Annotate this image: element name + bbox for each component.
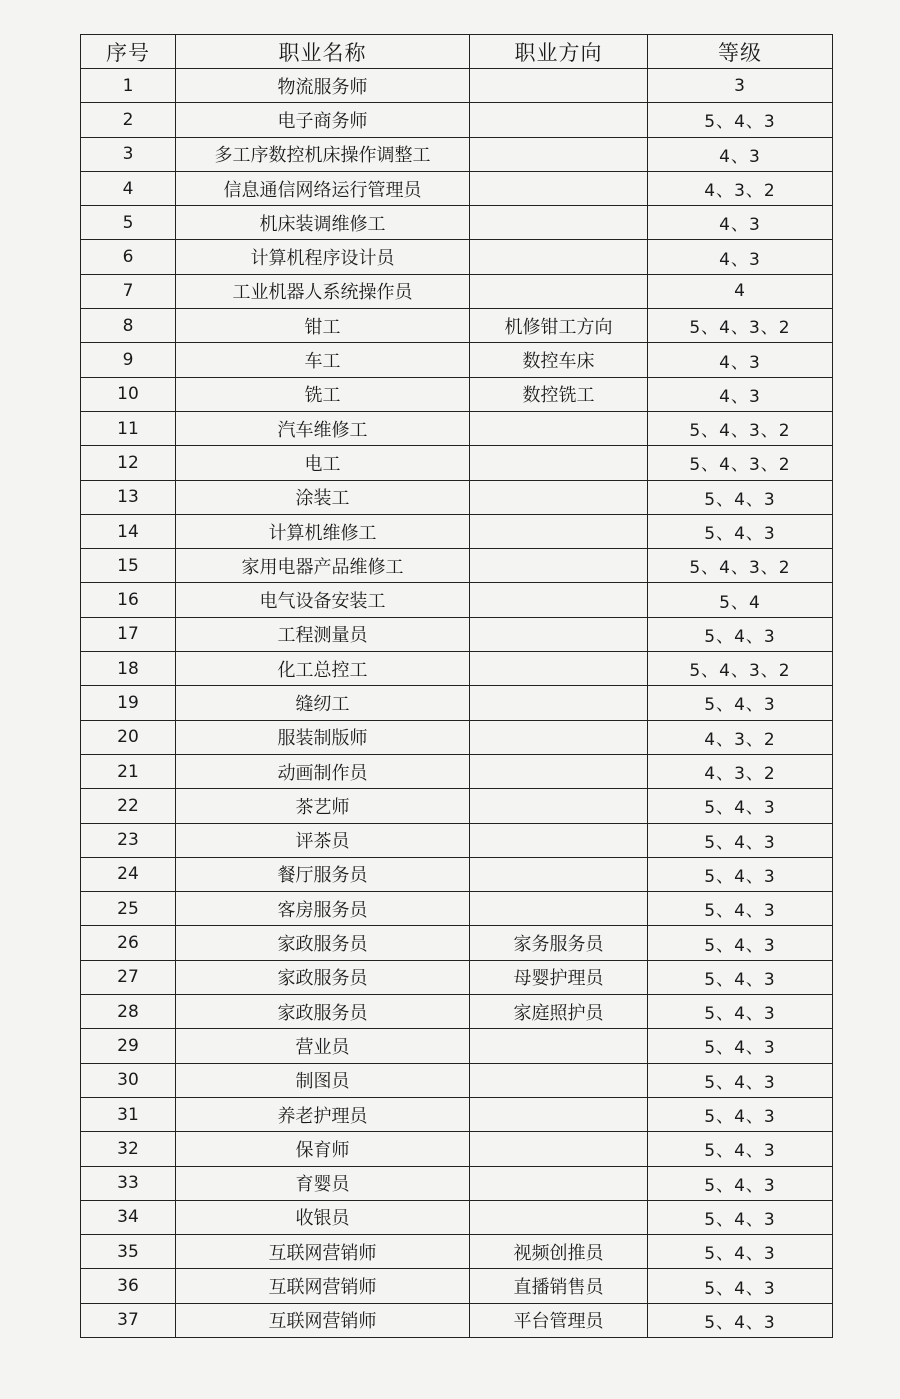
table-row: [81, 1132, 833, 1166]
row-index: 5: [81, 206, 176, 240]
occupation-level: 5、4、3: [648, 686, 833, 720]
occupation-name: 养老护理员: [176, 1097, 470, 1131]
table-row: [81, 686, 833, 720]
row-index: 29: [81, 1029, 176, 1063]
table-row: [81, 411, 833, 445]
occupation-table: [80, 34, 833, 1338]
occupation-direction: [470, 411, 648, 445]
occupation-level: 5、4: [648, 583, 833, 617]
table-row: [81, 446, 833, 480]
occupation-direction: [470, 171, 648, 205]
occupation-direction: [470, 514, 648, 548]
occupation-level: 4: [648, 274, 833, 308]
occupation-level: 5、4、3: [648, 926, 833, 960]
table-row: [81, 960, 833, 994]
table-row: [81, 1063, 833, 1097]
table-row: [81, 823, 833, 857]
occupation-level: 5、4、3: [648, 823, 833, 857]
occupation-level: 4、3: [648, 240, 833, 274]
table-row: [81, 926, 833, 960]
table-body: [81, 69, 833, 1338]
row-index: 1: [81, 69, 176, 103]
occupation-level: 4、3: [648, 137, 833, 171]
occupation-level: 5、4、3: [648, 960, 833, 994]
occupation-direction: [470, 1097, 648, 1131]
row-index: 18: [81, 652, 176, 686]
table-row: [81, 309, 833, 343]
occupation-level: 5、4、3: [648, 1132, 833, 1166]
occupation-name: 缝纫工: [176, 686, 470, 720]
occupation-name: 家政服务员: [176, 960, 470, 994]
row-index: 7: [81, 274, 176, 308]
occupation-name: 计算机程序设计员: [176, 240, 470, 274]
table-row: [81, 1303, 833, 1337]
occupation-level: 5、4、3: [648, 1200, 833, 1234]
occupation-direction: [470, 857, 648, 891]
occupation-name: 钳工: [176, 309, 470, 343]
occupation-name: 家政服务员: [176, 995, 470, 1029]
row-index: 21: [81, 754, 176, 788]
table-row: [81, 343, 833, 377]
occupation-level: 5、4、3: [648, 103, 833, 137]
table-row: [81, 549, 833, 583]
occupation-level: 4、3、2: [648, 171, 833, 205]
occupation-name: 服装制版师: [176, 720, 470, 754]
occupation-level: 5、4、3: [648, 1166, 833, 1200]
row-index: 14: [81, 514, 176, 548]
table-row: [81, 720, 833, 754]
occupation-name: 物流服务师: [176, 69, 470, 103]
row-index: 16: [81, 583, 176, 617]
occupation-direction: [470, 274, 648, 308]
table-row: [81, 377, 833, 411]
row-index: 13: [81, 480, 176, 514]
occupation-level: 5、4、3、2: [648, 309, 833, 343]
row-index: 35: [81, 1235, 176, 1269]
occupation-level: 5、4、3: [648, 1235, 833, 1269]
occupation-direction: [470, 103, 648, 137]
table-row: [81, 995, 833, 1029]
row-index: 37: [81, 1303, 176, 1337]
table-row: [81, 171, 833, 205]
occupation-direction: [470, 617, 648, 651]
occupation-direction: [470, 206, 648, 240]
table-row: [81, 1097, 833, 1131]
occupation-direction: [470, 652, 648, 686]
table-row: [81, 892, 833, 926]
occupation-name: 制图员: [176, 1063, 470, 1097]
occupation-direction: 机修钳工方向: [470, 309, 648, 343]
row-index: 26: [81, 926, 176, 960]
occupation-level: 4、3: [648, 343, 833, 377]
row-index: 33: [81, 1166, 176, 1200]
table-row: [81, 789, 833, 823]
row-index: 24: [81, 857, 176, 891]
header-level: 等级: [648, 35, 833, 69]
occupation-direction: [470, 1200, 648, 1234]
row-index: 12: [81, 446, 176, 480]
occupation-level: 3: [648, 69, 833, 103]
row-index: 20: [81, 720, 176, 754]
table-row: [81, 857, 833, 891]
table-header-row: [81, 35, 833, 69]
occupation-direction: [470, 1063, 648, 1097]
occupation-direction: [470, 69, 648, 103]
occupation-direction: [470, 720, 648, 754]
occupation-name: 餐厅服务员: [176, 857, 470, 891]
occupation-direction: [470, 754, 648, 788]
row-index: 23: [81, 823, 176, 857]
occupation-level: 5、4、3: [648, 480, 833, 514]
occupation-name: 评茶员: [176, 823, 470, 857]
occupation-direction: 平台管理员: [470, 1303, 648, 1337]
occupation-direction: 数控车床: [470, 343, 648, 377]
occupation-direction: [470, 240, 648, 274]
occupation-name: 育婴员: [176, 1166, 470, 1200]
occupation-level: 5、4、3、2: [648, 549, 833, 583]
table-row: [81, 652, 833, 686]
occupation-level: 5、4、3: [648, 995, 833, 1029]
occupation-name: 铣工: [176, 377, 470, 411]
occupation-level: 4、3、2: [648, 720, 833, 754]
occupation-level: 5、4、3: [648, 857, 833, 891]
table-row: [81, 1269, 833, 1303]
occupation-level: 5、4、3、2: [648, 411, 833, 445]
occupation-direction: [470, 892, 648, 926]
occupation-name: 工业机器人系统操作员: [176, 274, 470, 308]
occupation-name: 电子商务师: [176, 103, 470, 137]
occupation-name: 家政服务员: [176, 926, 470, 960]
table-row: [81, 69, 833, 103]
table-row: [81, 583, 833, 617]
occupation-level: 5、4、3: [648, 1029, 833, 1063]
occupation-direction: [470, 137, 648, 171]
occupation-name: 客房服务员: [176, 892, 470, 926]
occupation-name: 涂装工: [176, 480, 470, 514]
occupation-direction: [470, 686, 648, 720]
occupation-name: 车工: [176, 343, 470, 377]
occupation-name: 收银员: [176, 1200, 470, 1234]
occupation-name: 计算机维修工: [176, 514, 470, 548]
occupation-level: 5、4、3: [648, 514, 833, 548]
occupation-level: 4、3: [648, 206, 833, 240]
occupation-direction: 直播销售员: [470, 1269, 648, 1303]
occupation-level: 5、4、3: [648, 1269, 833, 1303]
occupation-direction: 家务服务员: [470, 926, 648, 960]
row-index: 34: [81, 1200, 176, 1234]
occupation-direction: [470, 1166, 648, 1200]
occupation-name: 互联网营销师: [176, 1269, 470, 1303]
row-index: 25: [81, 892, 176, 926]
row-index: 8: [81, 309, 176, 343]
occupation-level: 5、4、3、2: [648, 652, 833, 686]
occupation-direction: [470, 1029, 648, 1063]
occupation-direction: [470, 823, 648, 857]
occupation-level: 5、4、3: [648, 1097, 833, 1131]
occupation-name: 机床装调维修工: [176, 206, 470, 240]
header-index: 序号: [81, 35, 176, 69]
row-index: 32: [81, 1132, 176, 1166]
occupation-direction: 视频创推员: [470, 1235, 648, 1269]
table-row: [81, 514, 833, 548]
occupation-level: 4、3: [648, 377, 833, 411]
occupation-direction: [470, 446, 648, 480]
occupation-name: 互联网营销师: [176, 1303, 470, 1337]
occupation-name: 动画制作员: [176, 754, 470, 788]
occupation-level: 5、4、3: [648, 617, 833, 651]
row-index: 28: [81, 995, 176, 1029]
table-row: [81, 137, 833, 171]
occupation-name: 多工序数控机床操作调整工: [176, 137, 470, 171]
occupation-level: 5、4、3: [648, 789, 833, 823]
occupation-name: 工程测量员: [176, 617, 470, 651]
occupation-direction: 家庭照护员: [470, 995, 648, 1029]
occupation-name: 保育师: [176, 1132, 470, 1166]
table-row: [81, 1235, 833, 1269]
row-index: 11: [81, 411, 176, 445]
row-index: 19: [81, 686, 176, 720]
occupation-direction: 母婴护理员: [470, 960, 648, 994]
occupation-name: 信息通信网络运行管理员: [176, 171, 470, 205]
table-row: [81, 1200, 833, 1234]
row-index: 30: [81, 1063, 176, 1097]
row-index: 10: [81, 377, 176, 411]
table-row: [81, 274, 833, 308]
table-row: [81, 754, 833, 788]
occupation-name: 营业员: [176, 1029, 470, 1063]
row-index: 2: [81, 103, 176, 137]
occupation-name: 互联网营销师: [176, 1235, 470, 1269]
occupation-direction: [470, 480, 648, 514]
occupation-direction: 数控铣工: [470, 377, 648, 411]
row-index: 36: [81, 1269, 176, 1303]
occupation-level: 4、3、2: [648, 754, 833, 788]
occupation-level: 5、4、3: [648, 1303, 833, 1337]
occupation-name: 电气设备安装工: [176, 583, 470, 617]
table-row: [81, 240, 833, 274]
occupation-name: 化工总控工: [176, 652, 470, 686]
table-row: [81, 1029, 833, 1063]
row-index: 3: [81, 137, 176, 171]
occupation-name: 茶艺师: [176, 789, 470, 823]
table-row: [81, 103, 833, 137]
table-row: [81, 1166, 833, 1200]
occupation-level: 5、4、3: [648, 892, 833, 926]
occupation-name: 汽车维修工: [176, 411, 470, 445]
row-index: 31: [81, 1097, 176, 1131]
row-index: 15: [81, 549, 176, 583]
table-row: [81, 480, 833, 514]
occupation-level: 5、4、3: [648, 1063, 833, 1097]
table-row: [81, 617, 833, 651]
table-row: [81, 206, 833, 240]
occupation-name: 电工: [176, 446, 470, 480]
occupation-direction: [470, 1132, 648, 1166]
row-index: 4: [81, 171, 176, 205]
row-index: 6: [81, 240, 176, 274]
header-direction: 职业方向: [470, 35, 648, 69]
row-index: 22: [81, 789, 176, 823]
occupation-name: 家用电器产品维修工: [176, 549, 470, 583]
row-index: 17: [81, 617, 176, 651]
occupation-level: 5、4、3、2: [648, 446, 833, 480]
header-occupation-name: 职业名称: [176, 35, 470, 69]
occupation-direction: [470, 789, 648, 823]
row-index: 27: [81, 960, 176, 994]
row-index: 9: [81, 343, 176, 377]
occupation-direction: [470, 549, 648, 583]
occupation-direction: [470, 583, 648, 617]
